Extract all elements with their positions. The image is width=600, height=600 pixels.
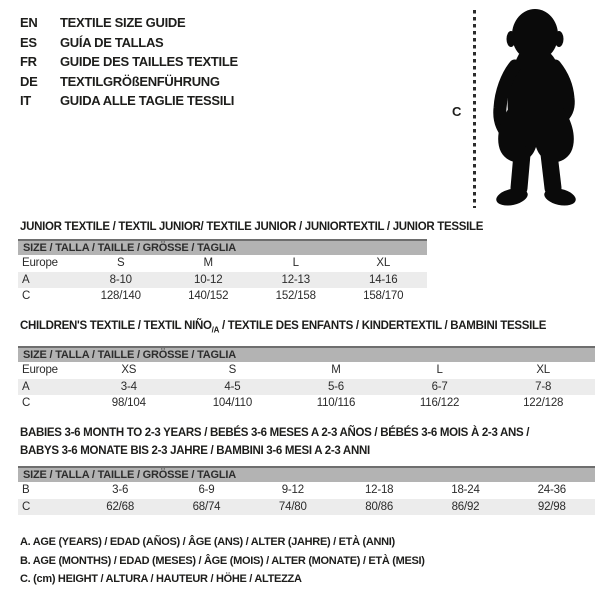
cell: M	[203, 257, 213, 270]
cell: XS	[121, 364, 137, 377]
title-subscript: /A	[211, 325, 220, 335]
lang-row-es	[20, 33, 238, 53]
height-marker-label: C	[452, 104, 462, 119]
cell: 116/122	[419, 397, 460, 410]
row-label: C	[22, 290, 31, 303]
footnote-legend	[20, 533, 425, 589]
cell: 3-6	[112, 484, 129, 497]
lang-row-it	[20, 91, 238, 111]
guide-title-es: GUÍA DE TALLAS	[60, 34, 164, 50]
height-dotted-line	[473, 10, 476, 208]
lang-code: EN	[20, 15, 38, 30]
cell: 122/128	[523, 397, 564, 410]
table-row-height	[18, 288, 427, 305]
footnote-c: C. (cm) HEIGHT / ALTURA / HAUTEUR / HÖHE / ALTEZZA	[20, 573, 302, 585]
cell: S	[117, 257, 125, 270]
cell: 3-4	[120, 380, 137, 393]
lang-code: DE	[20, 73, 38, 89]
cell: L	[436, 364, 443, 377]
cell: XL	[376, 257, 391, 270]
language-title-block	[20, 13, 238, 111]
cell: 12-18	[364, 484, 394, 497]
table-row-height	[18, 395, 595, 412]
row-label: B	[22, 484, 30, 497]
cell: 5-6	[327, 380, 344, 393]
cell: 8-10	[109, 273, 132, 286]
row-label: Europe	[22, 257, 58, 270]
cell: 104/110	[212, 397, 253, 410]
table-header: SIZE / TALLA / TAILLE / GRÖSSE / TAGLIA	[18, 239, 427, 255]
cell: 98/104	[111, 397, 146, 410]
cell: M	[331, 364, 341, 377]
cell: 10-12	[194, 273, 223, 286]
section-title-junior: JUNIOR TEXTILE / TEXTIL JUNIOR/ TEXTILE JUNIOR / JUNIORTEXTIL / JUNIOR TESSILE	[20, 221, 484, 233]
cell: 6-9	[198, 484, 215, 497]
cell: 18-24	[451, 484, 480, 497]
cell: 62/68	[106, 500, 135, 513]
cell: 4-5	[224, 380, 241, 393]
cell: 68/74	[192, 500, 221, 513]
table-header: SIZE / TALLA / TAILLE / GRÖSSE / TAGLIA	[18, 466, 595, 482]
lang-row-de	[20, 72, 238, 92]
lang-code: IT	[20, 93, 31, 108]
cell: 92/98	[537, 500, 566, 513]
lang-code: FR	[20, 54, 37, 69]
cell: 80/86	[365, 500, 394, 513]
footnote-b: B. AGE (MONTHS) / EDAD (MESES) / ÂGE (MOIS) / ALTER (MONATE) / ETÀ (MESI)	[20, 554, 425, 567]
cell: 152/158	[275, 290, 316, 303]
babies-size-table	[18, 466, 595, 515]
cell: 14-16	[369, 273, 398, 286]
cell: 86/92	[451, 500, 480, 513]
cell: 12-13	[281, 273, 310, 286]
section-title-children	[20, 317, 546, 339]
cell: 140/152	[188, 290, 229, 303]
table-header: SIZE / TALLA / TAILLE / GRÖSSE / TAGLIA	[18, 346, 595, 362]
toddler-silhouette-icon	[480, 8, 592, 208]
cell: S	[228, 364, 237, 377]
table-row-europe	[18, 362, 595, 379]
guide-title-de: TEXTILGRÖßENFÜHRUNG	[60, 73, 220, 89]
cell: 7-8	[535, 380, 552, 393]
cell: L	[292, 257, 299, 270]
footnote-a: A. AGE (YEARS) / EDAD (AÑOS) / ÂGE (ANS) / ALTER (JAHRE) / ETÀ (ANNI)	[20, 536, 395, 548]
cell: 6-7	[431, 380, 448, 393]
guide-title-it: GUIDA ALLE TAGLIE TESSILI	[60, 93, 235, 108]
lang-row-fr	[20, 52, 238, 72]
cell: 9-12	[281, 484, 304, 497]
row-label: A	[22, 273, 30, 286]
row-label: Europe	[22, 364, 58, 377]
cell: 110/116	[316, 397, 356, 410]
title-line-1: BABIES 3-6 MONTH TO 2-3 YEARS / BEBÉS 3-6 MESES A 2-3 AÑOS / BÉBÉS 3-6 MOIS À 2-3 ANS /	[20, 427, 530, 439]
lang-row-en	[20, 13, 238, 33]
row-label: A	[22, 380, 30, 393]
cell: 128/140	[100, 290, 141, 303]
junior-size-table	[18, 239, 427, 305]
cell: 24-36	[537, 484, 567, 497]
row-label: C	[22, 397, 31, 410]
table-row-europe	[18, 255, 427, 272]
section-title-babies	[20, 424, 529, 460]
title-part: / TEXTILE DES ENFANTS / KINDERTEXTIL / BAMBINI TESSILE	[219, 320, 547, 332]
guide-title-fr: GUIDE DES TAILLES TEXTILE	[60, 54, 238, 69]
table-row-age	[18, 379, 595, 396]
table-row-height	[18, 499, 595, 516]
lang-code: ES	[20, 34, 37, 50]
table-row-months	[18, 482, 595, 499]
table-row-age	[18, 272, 427, 289]
cell: 74/80	[278, 500, 307, 513]
guide-title-en: TEXTILE SIZE GUIDE	[60, 15, 186, 30]
title-line-2: BABYS 3-6 MONATE BIS 2-3 JAHRE / BAMBINI 3-6 MESI A 2-3 ANNI	[20, 445, 370, 457]
cell: 158/170	[363, 290, 404, 303]
row-label: C	[22, 500, 31, 513]
title-part: CHILDREN'S TEXTILE / TEXTIL NIÑO	[20, 320, 212, 332]
cell: XL	[536, 364, 550, 377]
children-size-table	[18, 346, 595, 412]
